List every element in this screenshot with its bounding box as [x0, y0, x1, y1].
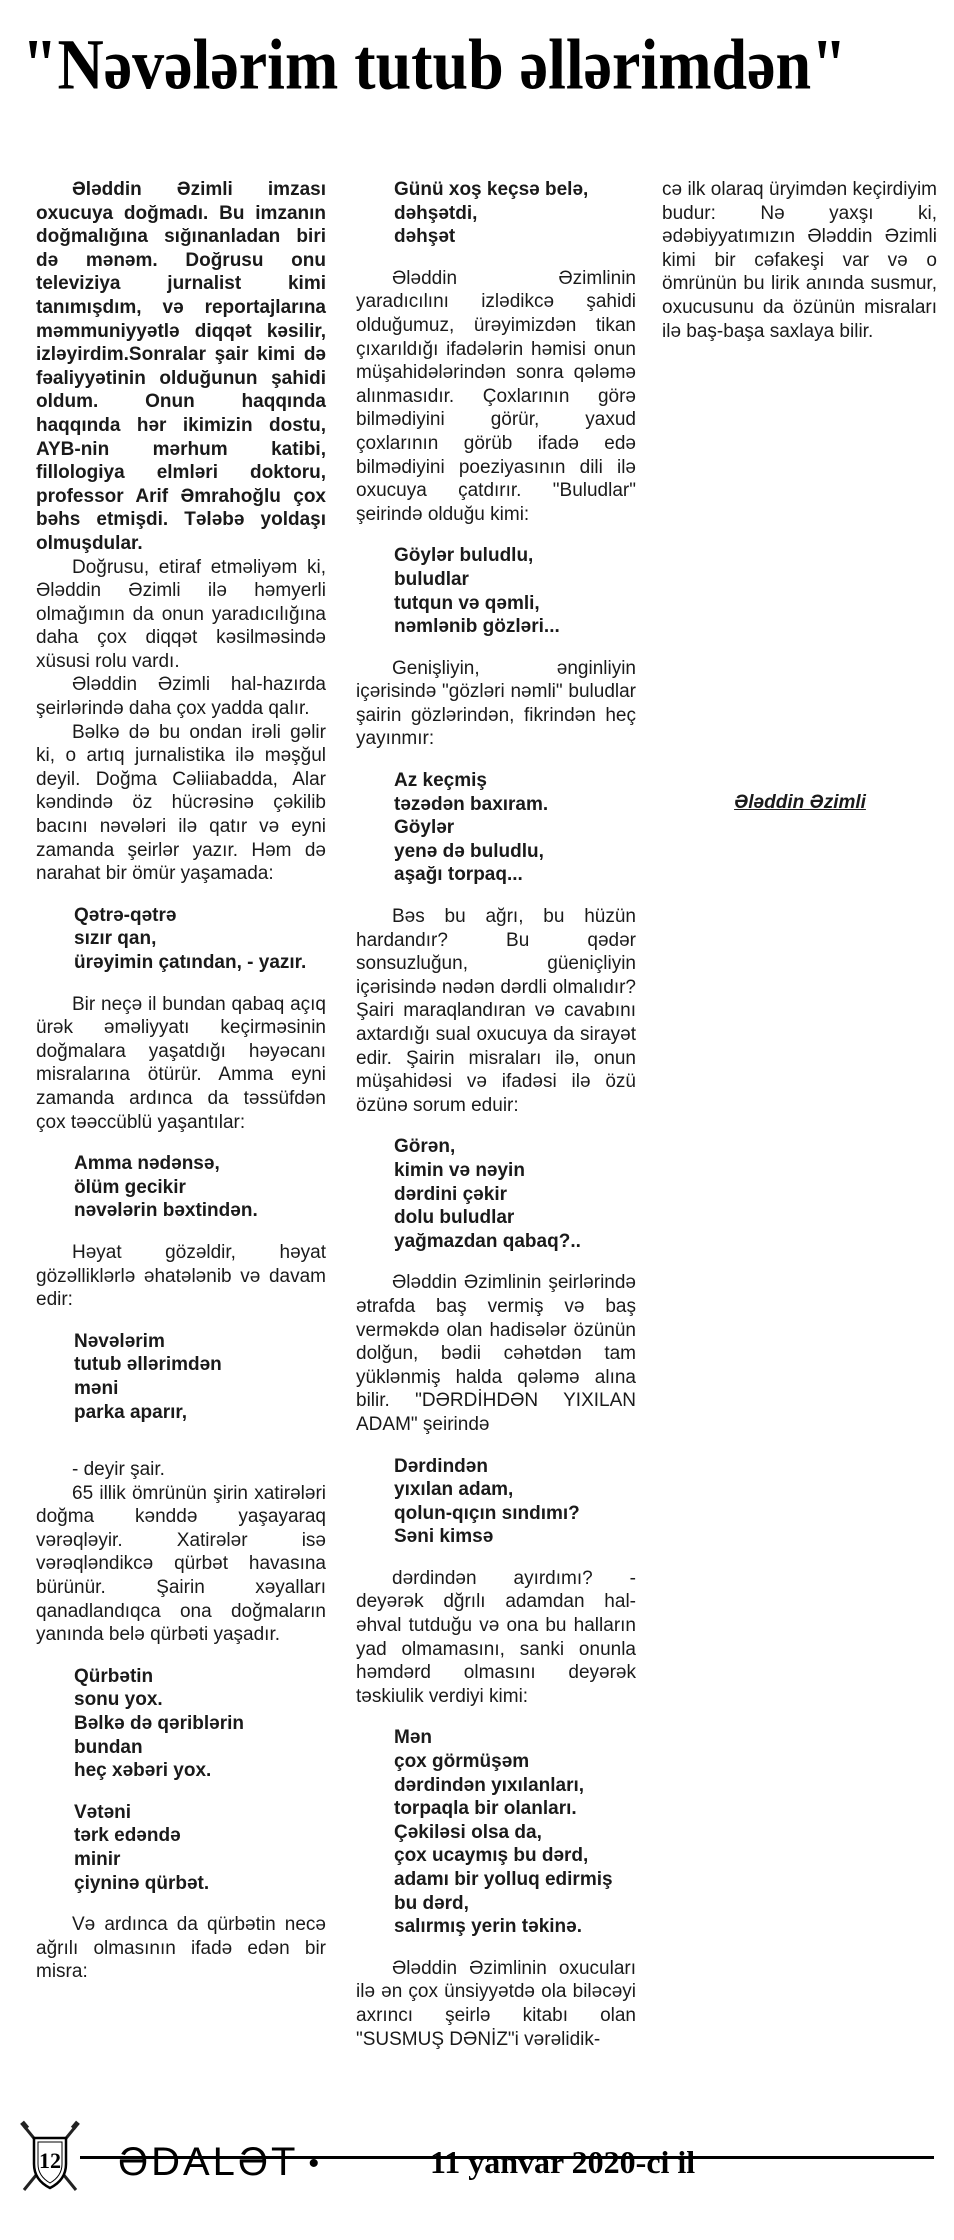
poem-line: dərdindən yıxılanları, [394, 1774, 585, 1796]
poem-line: nəvələrin bəxtindən. [74, 1200, 258, 1222]
poem-line: salırmış yerin təkinə. [394, 1916, 582, 1938]
poem-line: Çəkiləsi olsa da, [394, 1821, 542, 1843]
poem-excerpt [394, 769, 636, 887]
paragraph: Ələddin Əzimli hal-hazırda şeirlərində daha çox yadda qalır. [36, 674, 326, 720]
paragraph: Doğrusu, etiraf etməliyəm ki, Ələddin Əzimli ilə həmyerli olmağımın da onun yaradıcılığına daha çox diqqət kəsilməsində xüsusi rolu vardı. [36, 556, 326, 672]
poem-line: yenə də buludlu, [394, 840, 544, 862]
paragraph: cə ilk olaraq üryimdən keçirdiyim budur: Nə yaxşı ki, ədəbiyyatımızın Ələddin Əzimli kimi bir cəfakeşi var və o ömrünün bu lirik anında susmur, oxucusunu da özünün misraları ilə baş-başa saxlaya bilir. [662, 179, 937, 342]
poem-line: tutub əllərimdən [74, 1354, 222, 1376]
poem-line: torpaqla bir olanları. [394, 1798, 577, 1820]
poem-excerpt [394, 178, 636, 249]
poem-line: Göylər buludlu, [394, 545, 534, 567]
poem-excerpt [74, 1801, 326, 1895]
poem-line: Səni kimsə [394, 1526, 494, 1548]
poem-line: bundan [74, 1736, 143, 1758]
poem-line: dəhşətdi, [394, 202, 478, 224]
paragraph: Bəs bu ağrı, bu hüzün hardandır? Bu qədər sonsuzluğun, güeniçliyin içərisində nədən dərdli olmalıdır? Şairi maraqlandıran və cavabını axtardığı sual oxucuya da sirayət edir. Şairin misraları ilə, onun müşahidəsi və ifadəsi ilə özü özünə sorum eduir: [356, 906, 636, 1116]
poem-line: Amma nədənsə, [74, 1153, 220, 1175]
poem-line: sonu yox. [74, 1689, 163, 1711]
poem-line: təzədən baxıram. [394, 793, 549, 815]
paragraph: Həyat gözəldir, həyat gözəlliklərlə əhatələnib və davam edir: [36, 1241, 326, 1311]
poem-line: ölüm gecikir [74, 1176, 186, 1198]
poem-line: çox ucaymış bu dərd, [394, 1845, 589, 1867]
poem-excerpt [74, 1152, 326, 1223]
paragraph: 65 illik ömrünün şirin xatirələri doğma kənddə yaşayaraq vərəqləyir. Xatirələr isə vərəqləndikcə qürbət havasına bürünür. Şairin xəyalları qanadlandıqca ona doğmaların yanında belə qürbəti yaşadır. [36, 1482, 326, 1646]
poem-line: ürəyimin çatından, - yazır. [74, 952, 307, 973]
poem-line: Vətəni [74, 1801, 132, 1823]
poem-line: Qətrə-qətrə [74, 904, 177, 926]
poem-line: Qürbətin [74, 1665, 154, 1687]
poem-excerpt [74, 1665, 326, 1783]
paragraph: - deyir şair. [72, 1459, 165, 1481]
poem-line: heç xəbəri yox. [74, 1760, 212, 1782]
paragraph: Ələddin Əzimlinin oxucuları ilə ən çox ünsiyyətdə ola biləcəyi axrıncı şeirlə kitabı olan "SUSMUŞ DƏNİZ"i vərəlidik- [356, 1957, 636, 2050]
paragraph: Və ardınca da qürbətin necə ağrılı olmasının ifadə edən bir misra: [36, 1914, 326, 1983]
poem-line: Dərdindən [394, 1455, 488, 1477]
article-column-2 [356, 178, 636, 2051]
poem-line: Görən, [394, 1136, 456, 1158]
poem-line: adamı bir yolluq edirmiş [394, 1869, 613, 1890]
poem-excerpt [74, 1330, 326, 1424]
paragraph: Ələddin Əzimlinin şeirlərində ətrafda baş vermiş və baş verməkdə olan hadisələr özünün dolğun, bədii cəhətdən tam yüklənmiş halda qələmə alına bilir. "DƏRDİHDƏN YIXILAN ADAM" şeirində [356, 1272, 636, 1435]
poem-excerpt [394, 544, 636, 638]
poem-line: Az keçmiş [394, 770, 487, 792]
paragraph: Ələddin Əzimlinin yaradıcılını izlədikcə şahidi olduğumuz, ürəyimizdən tikan çıxarıldığı ifadələrin həmisi onun müşahidələrindən sonra qələmə alınmasıdır. Çoxlarının görə bilmədiyini görür, yaxud çoxlarının görüb ifadə edə bilmədiyini poeziyasının dili ilə oxucuya çatdırır. "Buludlar" şeirində olduğu kimi: [356, 267, 636, 525]
poem-line: buludlar [394, 568, 469, 590]
article-column-3 [662, 178, 937, 343]
poem-line: dərdini çəkir [394, 1183, 507, 1205]
masthead-title: ƏDALƏT [118, 2140, 299, 2184]
poem-excerpt [394, 1455, 636, 1549]
poem-line: qolun-qıçın sındımı? [394, 1502, 580, 1524]
lead-paragraph: Ələddin Əzimli imzası oxucuya doğmadı. Bu imzanın doğmalığına sığınanladan biri də mənəm. Doğrusu onu televiziya jurnalist kimi tanımışdım, və reportajlarına məmmuniyyətlə diqqət kəsilir, izləyirdim.Sonralar şair kimi də fəaliyyətinin olduğunun şahidi oldum. Onun haqqında haqqında hər ikimizin dostu, AYB-nin mərhum katibi, fillologiya elmləri doktoru, professor Arif Əmrahoğlu çox bəhs etmişdi. Tələbə yoldaşı olmuşdular. [36, 179, 326, 554]
paragraph: Genişliyin, ənginliyin içərisində "gözləri nəmli" buludlar şairin gözlərindən, fikrindən heç yayınmır: [356, 657, 636, 750]
poem-line: Günü xoş keçsə belə, [394, 179, 589, 200]
poem-line: Nəvələrim [74, 1330, 165, 1352]
poem-excerpt [394, 1135, 636, 1253]
bullet-separator: • [308, 2147, 322, 2181]
newspaper-masthead [118, 2140, 322, 2185]
poem-line: aşağı torpaq... [394, 864, 523, 886]
poem-line: yıxılan adam, [394, 1479, 514, 1501]
poem-line: kimin və nəyin [394, 1159, 525, 1181]
poem-line: dəhşət [394, 226, 456, 248]
poem-line: tutqun və qəmli, [394, 592, 540, 614]
poem-line: dolu buludlar [394, 1207, 515, 1229]
poem-line: parka aparır, [74, 1401, 188, 1423]
poem-line: sızır qan, [74, 928, 157, 950]
article-column-1 [36, 178, 326, 1984]
page-number: 12 [39, 2148, 61, 2173]
paragraph: Bir neçə il bundan qabaq açıq ürək əməliyyatı keçirməsinin doğmalara yaşatdığı həyəcanı misralarına ötürür. Amma eyni zamanda ardınca da təssüfdən çox təəccüblü yaşantılar: [36, 993, 326, 1133]
poem-line: nəmlənib gözləri... [394, 616, 560, 638]
issue-date: 11 yanvar 2020-ci il [430, 2144, 696, 2180]
poem-line: məni [74, 1377, 119, 1399]
poem-line: bu dərd, [394, 1892, 469, 1914]
author-signature: Ələddin Əzimli [734, 792, 866, 813]
article-headline: "Nəvələrim tutub əllərimdən" [22, 24, 847, 105]
poem-line: minir [74, 1849, 121, 1870]
poem-line: yağmazdan qabaq?.. [394, 1230, 581, 1252]
poem-line: tərk edəndə [74, 1825, 181, 1847]
poem-line: çox görmüşəm [394, 1751, 530, 1773]
poem-line: Göylər [394, 817, 455, 839]
poem-excerpt [74, 904, 326, 975]
poem-line: Bəlkə də qəriblərin [74, 1713, 245, 1735]
paragraph: dərdindən ayırdımı? -deyərək dğrılı adamdan hal-əhval tutduğu və ona bu halların yad olmamasını, sanki onunla həmdərd olmasını deyərək təskiulik verdiyi kimi: [356, 1567, 636, 1707]
poem-line: çiyninə qürbət. [74, 1872, 210, 1894]
poem-line: Mən [394, 1727, 432, 1749]
poem-excerpt [394, 1726, 636, 1938]
paragraph: Bəlkə də bu ondan irəli gəlir ki, o artıq jurnalistika ilə məşğul deyil. Doğma Cəliiabadda, Alar kəndində öz hücrəsinə çəkilib bacını nəvələri ilə qatır və eyni zamanda şeirlər yazır. Həm də narahat bir ömür yaşamada: [36, 721, 326, 885]
